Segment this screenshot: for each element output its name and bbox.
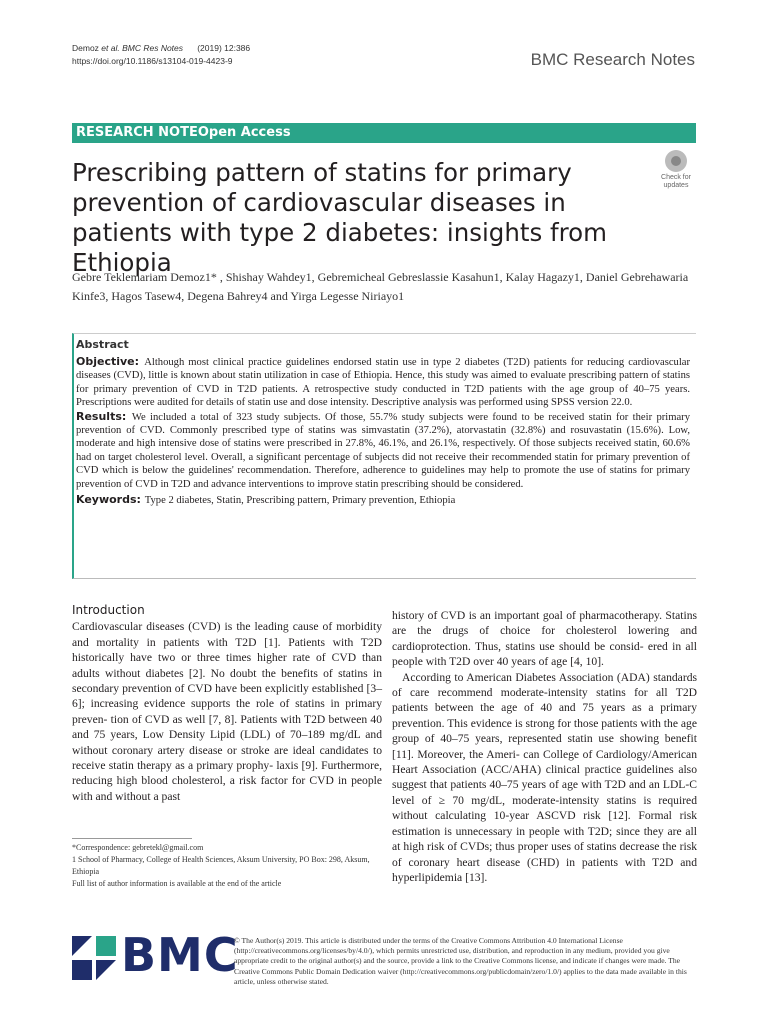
- intro-paragraph-3: According to American Diabetes Association (ADA) standards of care recommend moderate-intensity statins for all T2D patients between the age of 40 and 75 years as a primary prevention. This evidence is strong for those patients with the age group of 40–75 years, represented statin use showing benefit [11]. Moreover, the Ameri- can College of Cardiology/American Heart Association (ACC/AHA) clinical practice guidelines also suggest that patients 40–75 years of age with T2D and an LDL-C level of ≥ 70 mg/dL, moderate-intensity statins is required without calculating 10-year ASCVD risk [12]. Formal risk estimation is unnecessary in people with T2D; since they are all at high risk of CVDs; thus proper uses of statins decrease the risk of coronary heart disease (CHD) in patients with T2D and hyperlipidemia [13].: [392, 670, 697, 884]
- check-updates-line1: Check for: [661, 174, 691, 181]
- body-column-right: [392, 608, 697, 885]
- abstract-results: [76, 410, 690, 491]
- article-title: Prescribing pattern of statins for primary prevention of cardiovascular diseases in patients with type 2 diabetes: insights from Ethiopia: [72, 158, 608, 277]
- abstract-heading: Abstract: [76, 338, 129, 351]
- check-updates-icon: [665, 150, 687, 172]
- check-for-updates-badge[interactable]: [655, 150, 697, 190]
- citation-year: (2019) 12:386: [197, 43, 251, 53]
- citation-header: [72, 42, 250, 68]
- bmc-logo-text: BMC: [121, 928, 239, 982]
- author-list: Gebre Teklemariam Demoz1* , Shishay Wahdey1, Gebremicheal Gebreslassie Kasahun1, Kalay Hagazy1, Daniel Gebrehawaria Kinfe3, Hagos Tasew4, Degena Bahrey4 and Yirga Legesse Niriayo1: [72, 270, 689, 303]
- journal-name: BMC Research Notes: [530, 50, 695, 69]
- body-column-left: [72, 603, 382, 804]
- intro-paragraph-2: history of CVD is an important goal of pharmacotherapy. Statins are the drugs of choice for cholesterol lowering and cardioprotection. Thus, statins use should be consid- ered in all people with T2D over 40 years of age [4, 10].: [392, 609, 697, 669]
- citation-author: Demoz: [72, 43, 99, 53]
- abstract-objective: [76, 355, 690, 410]
- footnotes: [72, 842, 382, 890]
- affiliation-note: 1 School of Pharmacy, College of Health Sciences, Aksum University, PO Box: 298, Aksum, Ethiopia: [72, 855, 370, 876]
- license-text: © The Author(s) 2019. This article is distributed under the terms of the Creative Commons Attribution 4.0 International License (http://creativecommons.org/licenses/by/4.0/), which permits unrestricted use, distribution, and reproduction in any medium, provided you give appropriate credit to the original author(s) and the source, provide a link to the Creative Commons license, and indicate if changes were made. The Creative Commons Public Domain Dedication waiver (http://creativecommons.org/publicdomain/zero/1.0/) applies to the data made available in this article, unless otherwise stated.: [234, 936, 687, 986]
- citation-etal: et al. BMC Res Notes: [98, 43, 184, 53]
- footnote-divider: [72, 838, 192, 839]
- keywords-label: Keywords:: [76, 493, 145, 507]
- objective-label: Objective:: [76, 355, 145, 368]
- results-text: We included a total of 323 study subjects. Of those, 55.7% study subjects were found to be received statin for their primary prevention of CVD. Commonly prescribed type of statins was simvastatin (37.2%), atorvastatin (32.8%) and rosuvastatin (15.6%). Low, moderate and high intensive dose of statins were prescribed in 27.8%, 46.1%, and 26.1%, respectively. Of those subjects received statin, 60.6% had on target cholesterol level. Overall, a significant percentage of subjects did not receive their recommended statin for primary prevention of CVD which is below the guidelines' recommendation. Therefore, adherence to guidelines may help to promote the use of statins for primary prevention of CVD in T2D and advance interventions to improve statin prescribing should be considered.: [76, 411, 690, 490]
- abstract-keywords: [76, 493, 690, 507]
- doi-link[interactable]: https://doi.org/10.1186/s13104-019-4423-9: [72, 56, 233, 66]
- introduction-heading: Introduction: [72, 603, 145, 617]
- check-updates-line2: updates: [663, 182, 689, 189]
- correspondence-note: *Correspondence: gebretekl@gmail.com: [72, 843, 204, 852]
- bmc-logo-mark-icon: [72, 936, 116, 980]
- intro-paragraph-1: Cardiovascular diseases (CVD) is the leading cause of morbidity and mortality in patients with T2D [1]. Patients with T2D historically have two or three times higher rate of CVD than adults without diabetes [2]. No doubt the benefits of statins in secondary prevention of CVD have been explicitly established [3–6]; increasing evidence supports the role of statins in primary preven- tion of CVD as well [7, 8]. Patients with T2D between 40 and 75 years, Low Density Lipid (LDL) of 70–189 mg/dL and without coronary artery disease or stroke are ideal candidates to receive statin therapy as a primary prophy- laxis [9]. Furthermore, reducing high blood cholesterol, a risk factor for CVD in people with and without a past: [72, 620, 382, 803]
- objective-text: Although most clinical practice guidelines endorsed statin use in type 2 diabetes (T2D) patients for reducing cardiovascular diseases (CVD), little is known about statin utilization in case of Ethiopia. Hence, this study was aimed to evaluate prescribing pattern of statins for primary prevention of CVD in T2D patients. A retrospective study conducted in T2D patients with the age group of 40–75 years. Prescriptions were audited for details of statin use and dose intensity. Descriptive analysis was performed using SPSS version 22.0.: [76, 357, 690, 409]
- abstract-box: [72, 333, 696, 579]
- results-label: Results:: [76, 409, 132, 423]
- article-type-banner: RESEARCH NOTEOpen Access: [72, 123, 696, 143]
- author-info-note: Full list of author information is available at the end of the article: [72, 879, 282, 888]
- keywords-text: Type 2 diabetes, Statin, Prescribing pattern, Primary prevention, Ethiopia: [144, 495, 456, 507]
